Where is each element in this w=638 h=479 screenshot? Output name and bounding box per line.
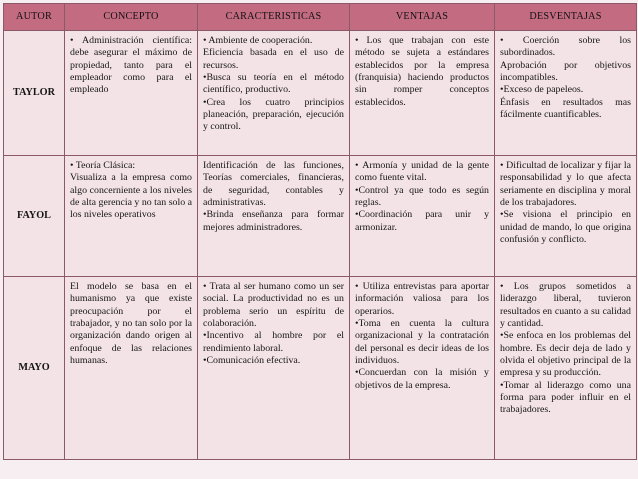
caracteristica-item: • Ambiente de cooperación. <box>203 35 313 46</box>
author-cell: FAYOL <box>4 156 65 277</box>
concepto-text: El modelo se basa en el humanismo ya que existe preocupación por el trabajador, y no tan solo por la organización dando origen al enfoque de las relaciones humanas. <box>70 281 192 367</box>
header-autor: AUTOR <box>4 4 65 31</box>
header-caracteristicas: CARACTERISTICAS <box>198 4 350 31</box>
ventaja-item: •Control ya que todo es según reglas. <box>355 184 489 209</box>
caracteristica-item: •Comunicación efectiva. <box>203 355 301 367</box>
desventajas-cell <box>495 31 637 156</box>
header-concepto: CONCEPTO <box>65 4 198 31</box>
ventajas-cell <box>350 277 495 460</box>
caracteristica-item: • Trata al ser humano como un ser social. La productividad no es un problema serio un espíritu de colaboración. <box>203 281 344 330</box>
desventaja-item: • Dificultad de localizar y fijar la responsabilidad y lo que afecta seriamente en disciplina y moral de los trabajadores. <box>500 160 631 209</box>
concepto-text: Visualiza a la empresa como algo concerniente a los niveles de alta gerencia y no tan solo a los niveles operativos <box>70 172 193 221</box>
caracteristica-item: •Brinda enseñanza para formar mejores administradores. <box>203 209 344 233</box>
concepto-cell <box>65 277 198 460</box>
caracteristicas-cell <box>198 277 350 460</box>
desventaja-item: Énfasis en resultados mas fácilmente cuantificables. <box>500 96 631 121</box>
header-row <box>4 4 637 31</box>
ventajas-cell <box>350 31 495 156</box>
caracteristicas-cell <box>198 31 350 156</box>
desventaja-item: •Tomar al liderazgo como una forma para poder influir en el trabajadores. <box>500 379 631 416</box>
desventaja-item: Aprobación por objetivos incompatibles. <box>500 59 631 84</box>
ventaja-item: •Concuerdan con la misión y objetivos de la empresa. <box>355 367 489 391</box>
concepto-text: • Administración científica: debe asegurar el máximo de propiedad, tanto para el empleador como para el empleado <box>70 35 192 96</box>
desventajas-cell <box>495 277 637 460</box>
header-ventajas: VENTAJAS <box>350 4 495 31</box>
ventajas-cell <box>350 156 495 277</box>
desventaja-item: • Los grupos sometidos a liderazgo liberal, tuvieron resultados en cuanto a su calidad y cantidad. <box>500 281 631 330</box>
concepto-text: • Teoría Clásica: <box>70 160 136 171</box>
author-cell: TAYLOR <box>4 31 65 156</box>
caracteristica-item: •Incentivo al hombre por el rendimiento laboral. <box>203 330 344 354</box>
ventaja-item: • Los que trabajan con este método se sujeta a estándares establecidos por la empresa (franquisia) haciendo productos sin romper conceptos establecidos. <box>355 35 489 108</box>
desventaja-item: •Se visiona el principio en unidad de mando, lo que origina confusión y conflicto. <box>500 209 631 246</box>
ventaja-item: • Armonía y unidad de la gente como fuente vital. <box>355 160 489 184</box>
caracteristica-item: Identificación de las funciones, Teorías comerciales, financieras, de seguridad, contables y administrativas. <box>203 160 344 209</box>
caracteristica-item: •Crea los cuatro principios planeación, preparación, ejecución y control. <box>203 96 344 133</box>
concepto-cell <box>65 31 198 156</box>
desventaja-item: • Coerción sobre los subordinados. <box>500 35 631 59</box>
comparison-table <box>3 3 637 460</box>
table-row-taylor <box>4 31 637 156</box>
caracteristica-item: •Busca su teoría en el método científico, productivo. <box>203 72 344 96</box>
ventaja-item: •Toma en cuenta la cultura organizacional y la contratación del personal es decir ideas de los individuos. <box>355 318 489 367</box>
author-cell: MAYO <box>4 277 65 460</box>
caracteristicas-cell <box>198 156 350 277</box>
caracteristica-item: Eficiencia basada en el uso de recursos. <box>203 47 344 71</box>
desventajas-cell <box>495 156 637 277</box>
table-row-fayol <box>4 156 637 277</box>
ventaja-item: • Utiliza entrevistas para aportar información valiosa para los operarios. <box>355 281 489 317</box>
concepto-cell <box>65 156 198 277</box>
desventaja-item: •Se enfoca en los problemas del hombre. Es decir deja de lado y olvida el objetivo principal de la empresa y su producción. <box>500 330 631 379</box>
ventaja-item: •Coordinación para unir y armonizar. <box>355 209 489 233</box>
table-row-mayo <box>4 277 637 460</box>
header-desventajas: DESVENTAJAS <box>495 4 637 31</box>
desventaja-item: •Exceso de papeleos. <box>500 84 584 96</box>
